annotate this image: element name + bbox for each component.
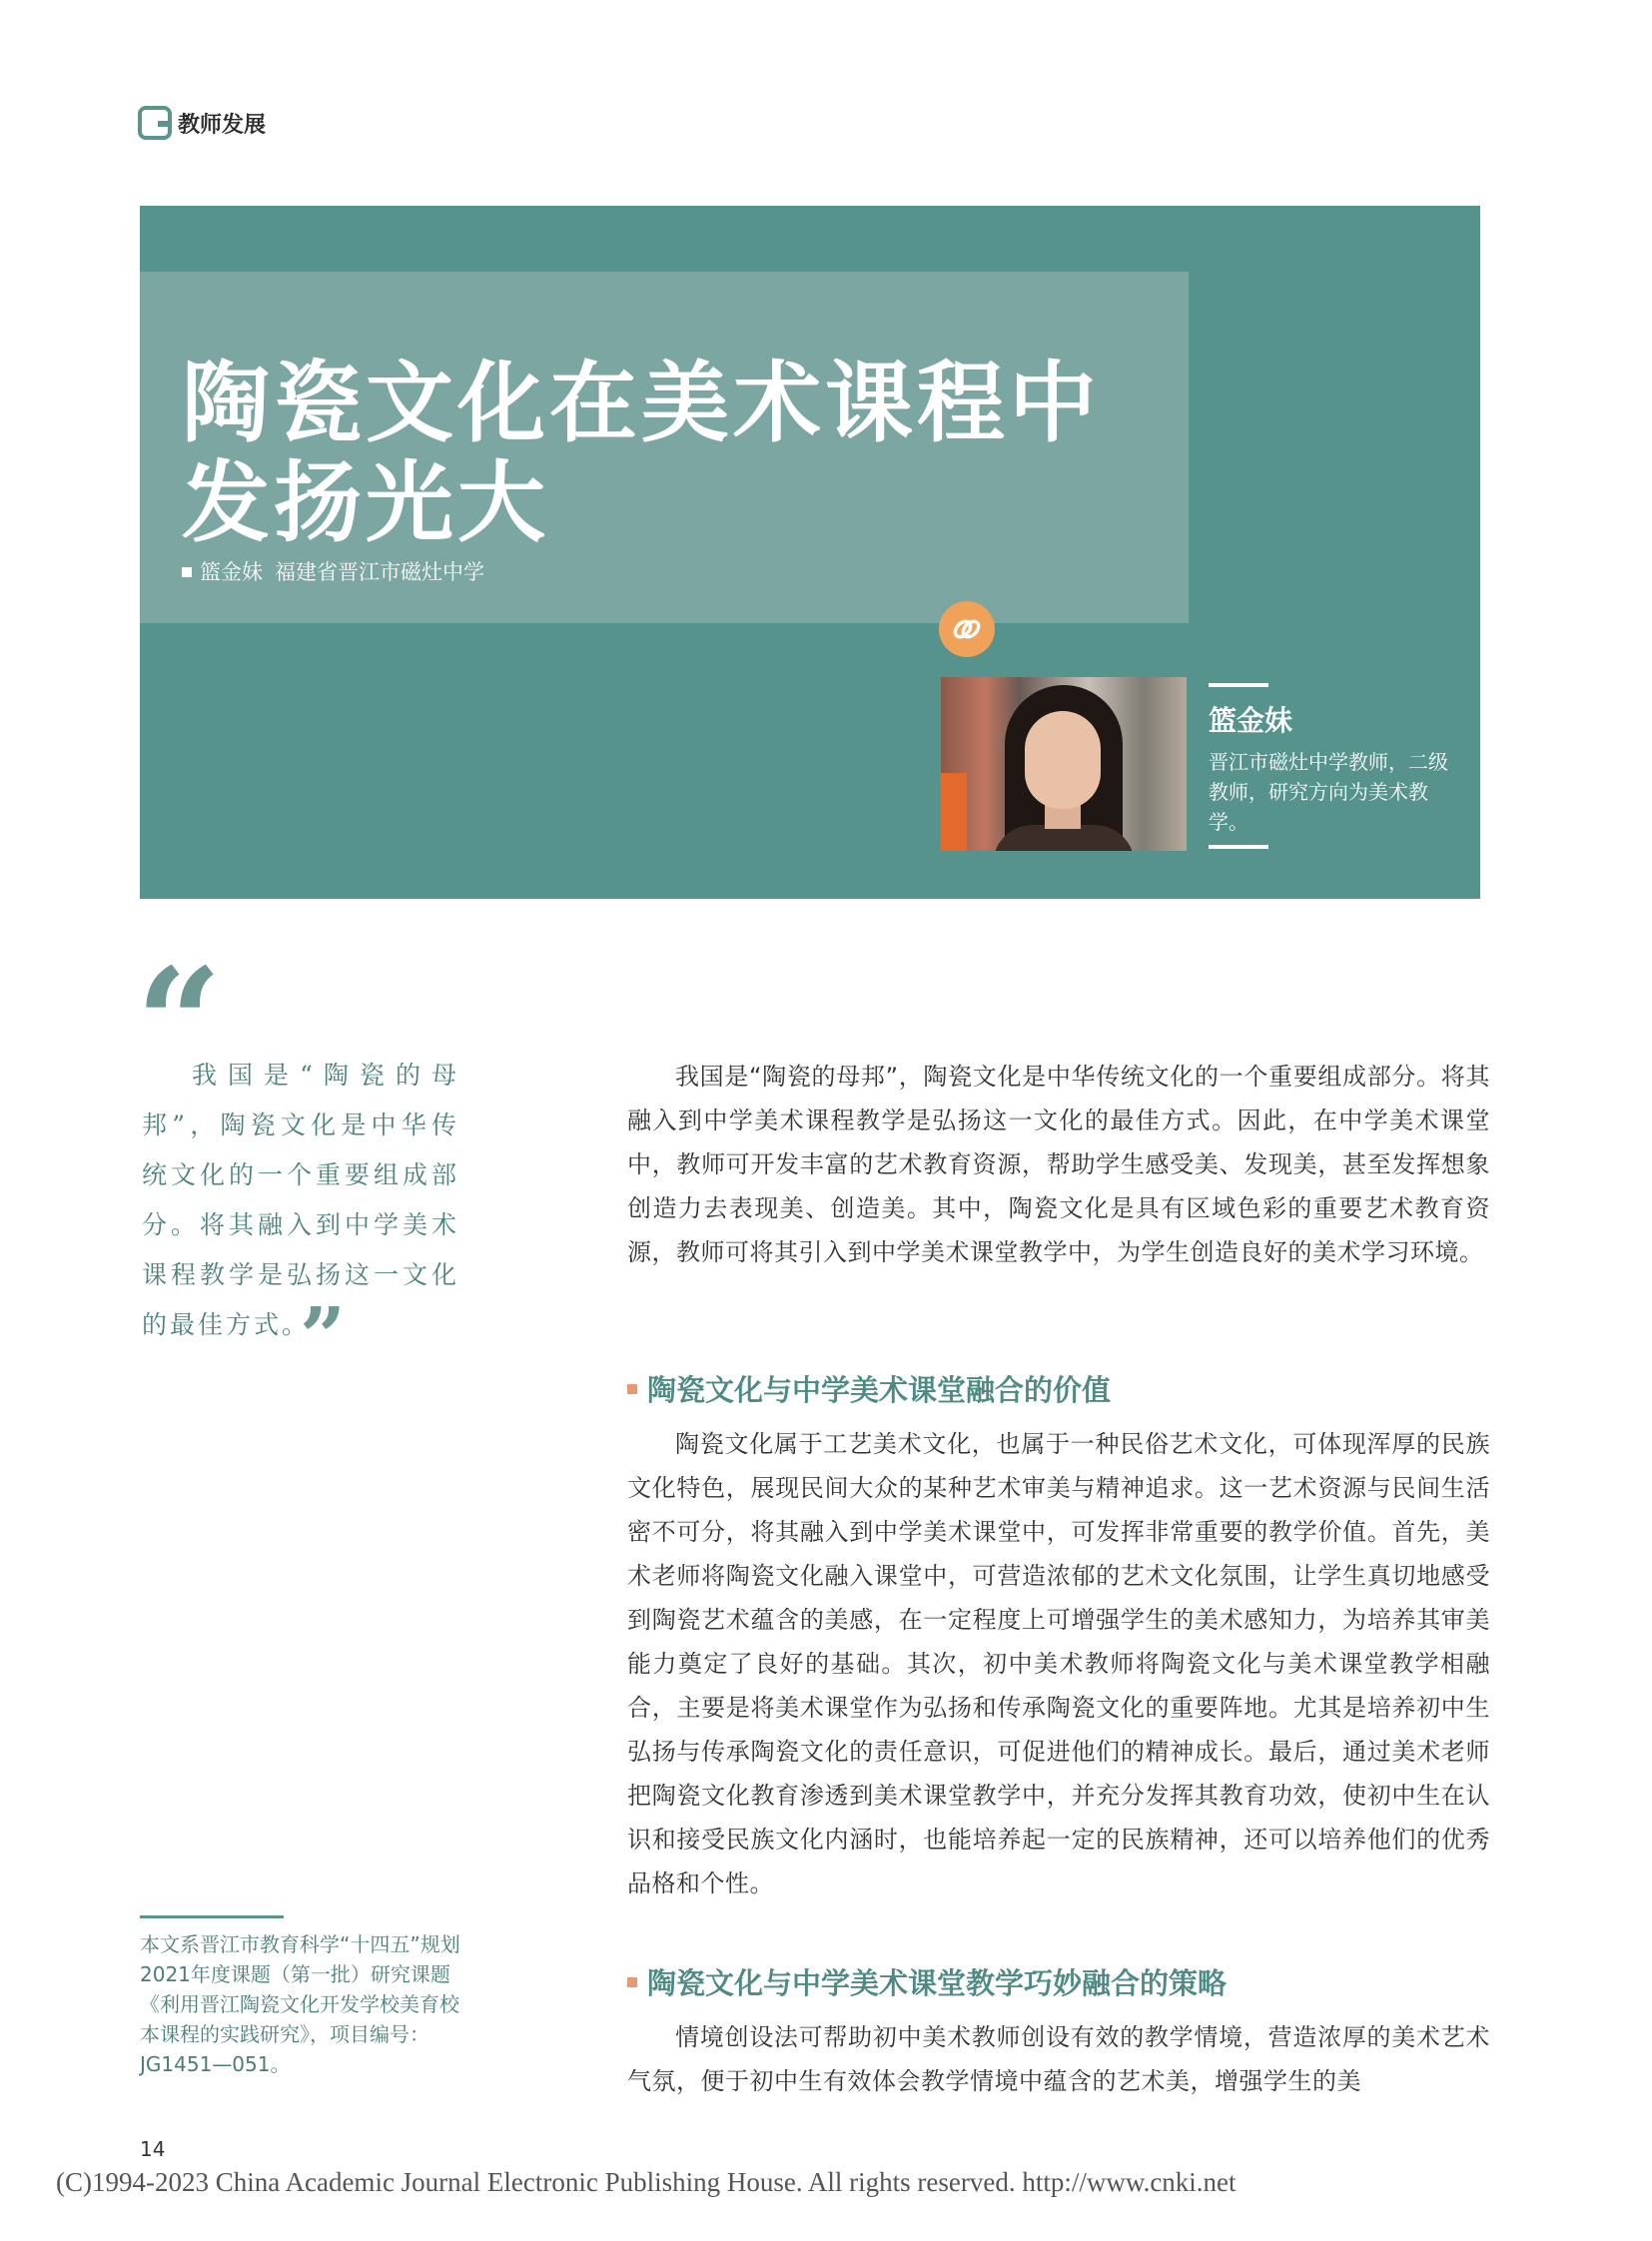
section-heading-2-text: 陶瓷文化与中学美术课堂教学巧妙融合的策略 xyxy=(647,1966,1228,2000)
pull-quote: 我国是“陶瓷的母邦”，陶瓷文化是中华传统文化的一个重要组成部分。将其融入到中学美术课程教学是弘扬这一文化的最佳方式。 xyxy=(142,1061,459,1339)
article-title-line-1: 陶瓷文化在美术课程中 xyxy=(182,352,1102,454)
section-name: 教师发展 xyxy=(178,112,267,138)
section-1-paragraph: 陶瓷文化属于工艺美术文化，也属于一种民俗艺术文化，可体现浑厚的民族文化特色，展现民间大众的某种艺术审美与精神追求。这一艺术资源与民间生活密不可分，将其融入到中学美术课堂中，可发挥非常重要的教学价值。首先，美术老师将陶瓷文化融入课堂中，可营造浓郁的艺术文化氛围，让学生真切地感受到陶瓷艺术蕴含的美感，在一定程度上可增强学生的美术感知力，为培养其审美能力奠定了良好的基础。其次，初中美术教师将陶瓷文化与美术课堂教学相融合，主要是将美术课堂作为弘扬和传承陶瓷文化的重要阵地。尤其是培养初中生弘扬与传承陶瓷文化的责任意识，可促进他们的精神成长。最后，通过美术老师把陶瓷文化教育渗透到美术课堂教学中，并充分发挥其教育功效，使初中生在认识和接受民族文化内涵时，也能培养起一定的民族精神，还可以培养他们的优秀品格和个性。 xyxy=(627,1430,1490,1897)
section-logo-icon xyxy=(138,106,172,140)
footnote-rule xyxy=(140,1915,284,1918)
page-number: 14 xyxy=(140,2137,166,2161)
section-heading-1 xyxy=(627,1368,1111,1409)
author-photo xyxy=(941,677,1187,851)
article-title-line-2: 发扬光大 xyxy=(182,451,550,554)
byline xyxy=(182,556,484,586)
close-quote-icon: ” xyxy=(300,1289,347,1383)
heading-marker-icon xyxy=(627,1384,637,1394)
section-header xyxy=(138,106,266,140)
byline-affiliation: 福建省晋江市磁灶中学 xyxy=(275,560,484,584)
open-quote-icon: “ xyxy=(136,936,223,1112)
copyright-notice: (C)1994-2023 China Academic Journal Electronic Publishing House. All rights reserved. http://www.cnki.net xyxy=(56,2167,1237,2197)
section-2-column xyxy=(627,2015,1490,2103)
intro-column xyxy=(627,1055,1490,1274)
intro-paragraph: 我国是“陶瓷的母邦”，陶瓷文化是中华传统文化的一个重要组成部分。将其融入到中学美术课程教学是弘扬这一文化的最佳方式。因此，在中学美术课堂中，教师可开发丰富的艺术教育资源，帮助学生感受美、发现美，甚至发挥想象创造力去表现美、创造美。其中，陶瓷文化是具有区域色彩的重要艺术教育资源，教师可将其引入到中学美术课堂教学中，为学生创造良好的美术学习环境。 xyxy=(627,1063,1490,1266)
section-1-column xyxy=(627,1422,1490,1905)
byline-square-icon xyxy=(182,567,192,577)
section-heading-2 xyxy=(627,1961,1227,2002)
author-card-name: 篮金妹 xyxy=(1209,704,1293,737)
byline-author: 篮金妹 xyxy=(200,560,263,584)
footnote: 本文系晋江市教育科学“十四五”规划2021年度课题（第一批）研究课题《利用晋江陶瓷文化开发学校美育校本课程的实践研究》，项目编号：JG1451—051。 xyxy=(140,1932,460,2076)
link-icon xyxy=(939,601,995,657)
section-2-paragraph: 情境创设法可帮助初中美术教师创设有效的教学情境，营造浓厚的美术艺术气氛，便于初中生有效体会教学情境中蕴含的艺术美，增强学生的美 xyxy=(627,2023,1490,2095)
author-card-bottom-rule xyxy=(1209,845,1268,849)
title-panel xyxy=(140,272,1189,623)
author-card-top-rule xyxy=(1209,683,1268,687)
section-heading-1-text: 陶瓷文化与中学美术课堂融合的价值 xyxy=(647,1373,1112,1407)
heading-marker-icon xyxy=(627,1977,637,1987)
author-card-bio: 晋江市磁灶中学教师，二级教师，研究方向为美术教学。 xyxy=(1209,750,1448,834)
